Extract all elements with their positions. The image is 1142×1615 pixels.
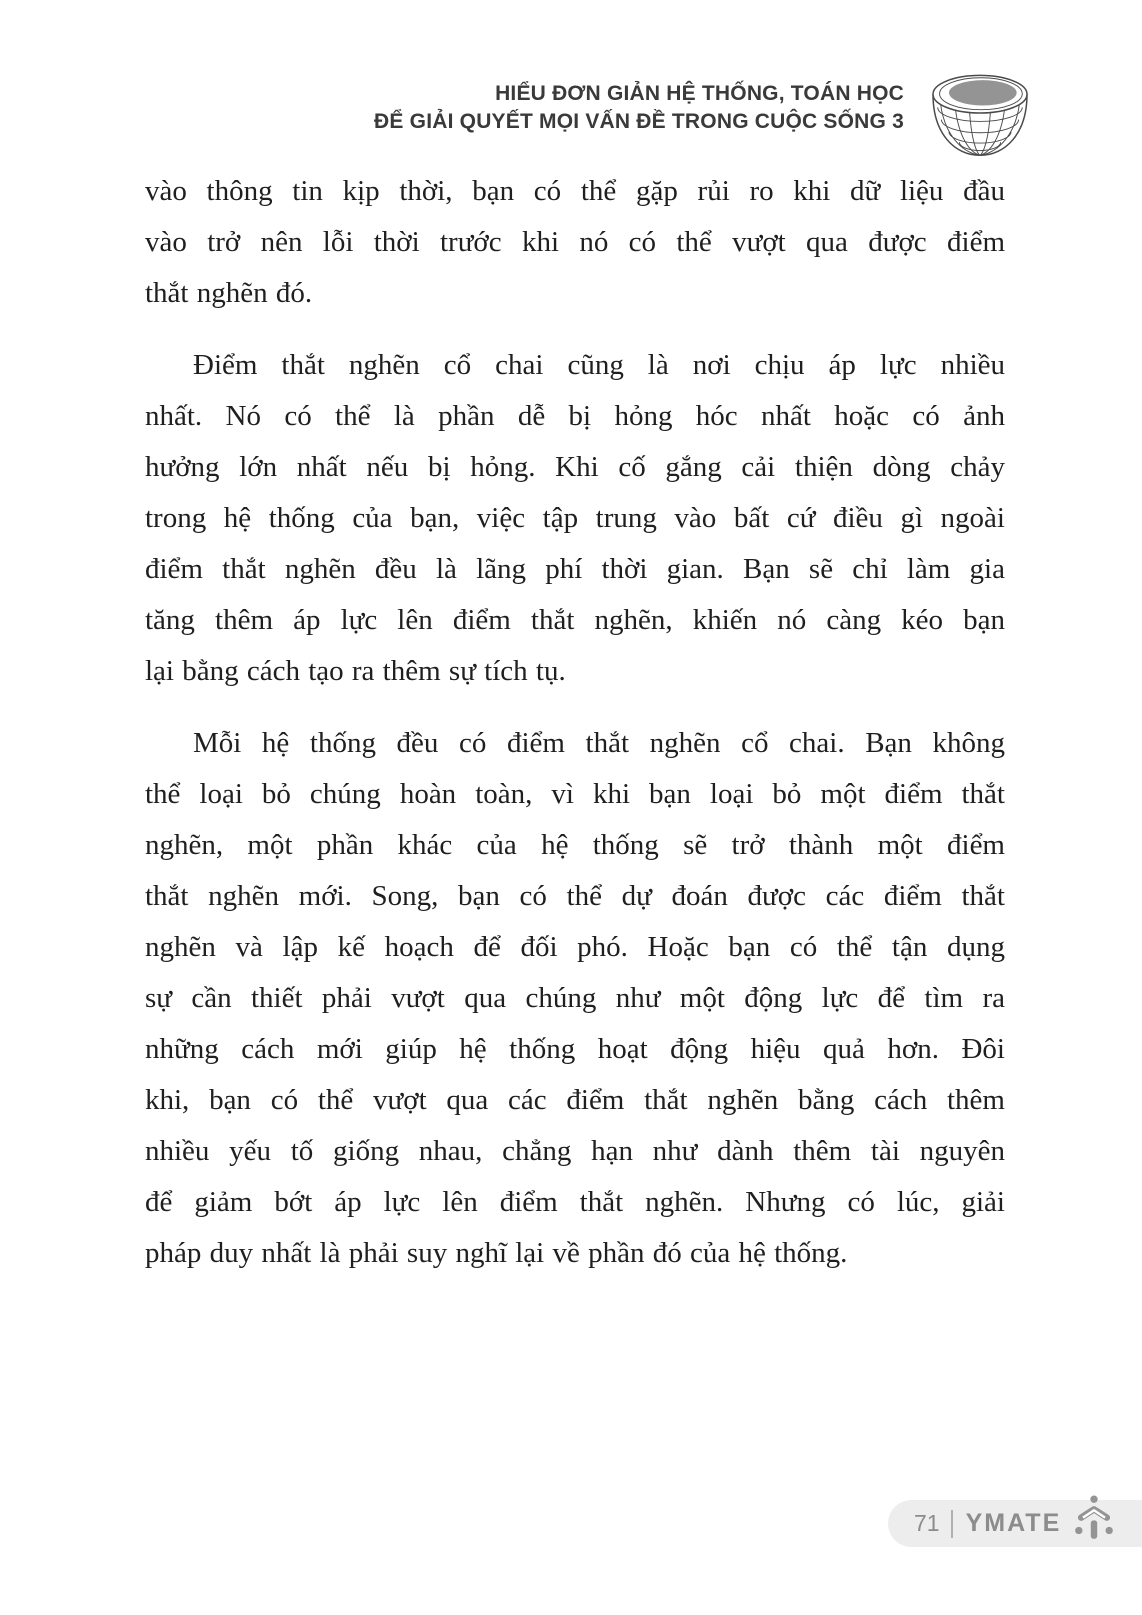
- wireframe-bowl-icon: [928, 66, 1032, 160]
- text-line: tăng thêm áp lực lên điểm thắt nghẽn, khiến nó càng kéo bạn: [145, 604, 1005, 636]
- text-line: nhiều yếu tố giống nhau, chẳng hạn như dành thêm tài nguyên: [145, 1135, 1005, 1167]
- text-line: Điểm thắt nghẽn cổ chai cũng là nơi chịu áp lực nhiều: [193, 349, 1005, 381]
- text-line: những cách mới giúp hệ thống hoạt động hiệu quả hơn. Đôi: [145, 1033, 1005, 1065]
- text-line: Mỗi hệ thống đều có điểm thắt nghẽn cổ chai. Bạn không: [193, 727, 1005, 759]
- text-line: để giảm bớt áp lực lên điểm thắt nghẽn. Nhưng có lúc, giải: [145, 1186, 1005, 1218]
- running-head-line-2: ĐỂ GIẢI QUYẾT MỌI VẤN ĐỀ TRONG CUỘC SỐNG 3: [374, 110, 904, 133]
- page-footer-badge: [888, 1500, 1142, 1547]
- body-text: [145, 166, 1005, 1279]
- text-line: thắt nghẽn đó.: [145, 277, 313, 309]
- running-head: [374, 80, 904, 136]
- publisher-brand: YMATE: [965, 1509, 1062, 1537]
- text-line: thể loại bỏ chúng hoàn toàn, vì khi bạn loại bỏ một điểm thắt: [145, 778, 1005, 810]
- running-head-line-1: HIỂU ĐƠN GIẢN HỆ THỐNG, TOÁN HỌC: [495, 82, 904, 105]
- text-line: pháp duy nhất là phải suy nghĩ lại về phần đó của hệ thống.: [145, 1237, 848, 1269]
- text-line: vào thông tin kịp thời, bạn có thể gặp rủi ro khi dữ liệu đầu: [145, 175, 1005, 207]
- ymate-mark-icon: [1071, 1493, 1117, 1545]
- page-number: 71: [914, 1510, 940, 1536]
- text-line: vào trở nên lỗi thời trước khi nó có thể vượt qua được điểm: [145, 226, 1005, 258]
- text-line: nghẽn và lập kế hoạch để đối phó. Hoặc bạn có thể tận dụng: [145, 931, 1005, 963]
- text-line: điểm thắt nghẽn đều là lãng phí thời gian. Bạn sẽ chỉ làm gia: [145, 553, 1005, 585]
- text-line: thắt nghẽn mới. Song, bạn có thể dự đoán được các điểm thắt: [145, 880, 1005, 912]
- footer-divider: [951, 1510, 953, 1538]
- text-line: hưởng lớn nhất nếu bị hỏng. Khi cố gắng cải thiện dòng chảy: [145, 451, 1005, 483]
- text-line: trong hệ thống của bạn, việc tập trung vào bất cứ điều gì ngoài: [145, 502, 1005, 534]
- text-line: sự cần thiết phải vượt qua chúng như một động lực để tìm ra: [145, 982, 1005, 1014]
- text-line: khi, bạn có thể vượt qua các điểm thắt nghẽn bằng cách thêm: [145, 1084, 1005, 1116]
- paragraph: [145, 166, 1005, 319]
- text-line: lại bằng cách tạo ra thêm sự tích tụ.: [145, 655, 566, 687]
- text-line: nghẽn, một phần khác của hệ thống sẽ trở thành một điểm: [145, 829, 1005, 861]
- paragraph: [145, 718, 1005, 1279]
- text-line: nhất. Nó có thể là phần dễ bị hỏng hóc nhất hoặc có ảnh: [145, 400, 1005, 432]
- paragraph: [145, 340, 1005, 697]
